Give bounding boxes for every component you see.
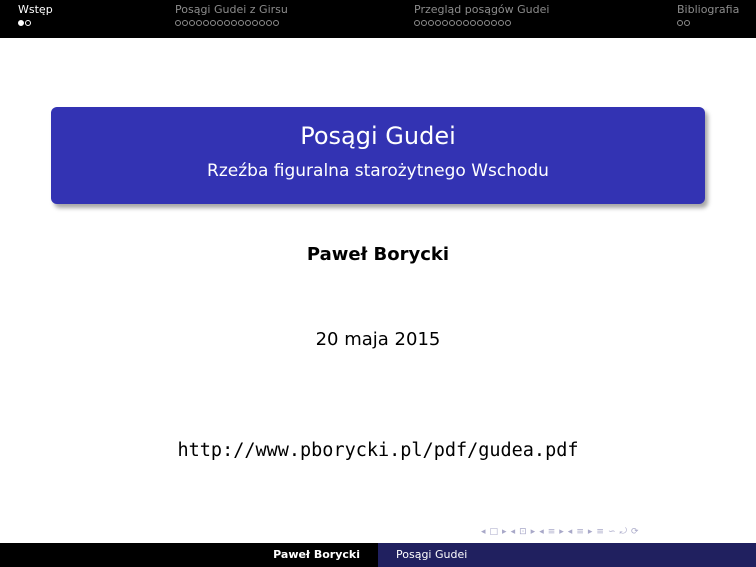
nav-symbol-6[interactable]: ◂ xyxy=(539,527,544,537)
nav-slide-dot[interactable] xyxy=(463,20,469,26)
nav-slide-dots xyxy=(677,19,739,27)
nav-slide-dot[interactable] xyxy=(224,20,230,26)
nav-slide-dot[interactable] xyxy=(196,20,202,26)
document-url[interactable]: http://www.pborycki.pl/pdf/gudea.pdf xyxy=(177,440,579,461)
nav-symbol-1[interactable]: □ xyxy=(489,527,499,537)
nav-symbol-12[interactable]: ≡ xyxy=(596,527,604,537)
presentation-subtitle: Rzeźba figuralna starożytnego Wschodu xyxy=(207,161,549,181)
nav-section-title[interactable]: Posągi Gudei z Girsu xyxy=(175,3,288,16)
nav-symbol-10[interactable]: ≡ xyxy=(576,527,584,537)
nav-section-title[interactable]: Przegląd posągów Gudei xyxy=(414,3,550,16)
nav-symbol-4[interactable]: ⊡ xyxy=(519,527,527,537)
footer-bar xyxy=(0,543,756,567)
nav-section-przeglad-posagow-gudei[interactable] xyxy=(414,3,549,27)
nav-symbol-2[interactable]: ▸ xyxy=(502,527,507,537)
nav-slide-dots xyxy=(414,19,549,27)
nav-slide-dot[interactable] xyxy=(231,20,237,26)
nav-section-title[interactable]: Wstęp xyxy=(18,3,53,16)
nav-symbol-9[interactable]: ◂ xyxy=(567,527,573,537)
nav-slide-dot[interactable] xyxy=(498,20,504,26)
nav-slide-dot[interactable] xyxy=(259,20,265,26)
nav-slide-dot[interactable] xyxy=(210,20,216,26)
nav-slide-dot[interactable] xyxy=(182,20,188,26)
nav-slide-dot[interactable] xyxy=(477,20,483,26)
nav-slide-dot[interactable] xyxy=(252,20,258,26)
nav-slide-dot[interactable] xyxy=(189,20,195,26)
nav-symbol-8[interactable]: ▸ xyxy=(559,527,564,537)
nav-symbol-11[interactable]: ▸ xyxy=(587,527,593,537)
nav-slide-dot[interactable] xyxy=(217,20,223,26)
nav-section-title[interactable]: Bibliografia xyxy=(677,3,740,16)
nav-symbol-14[interactable]: ⤾ xyxy=(619,527,627,537)
nav-slide-dots xyxy=(175,19,288,27)
section-navigation-bar xyxy=(0,0,756,38)
nav-slide-dots xyxy=(18,19,53,27)
nav-symbol-7[interactable]: ≡ xyxy=(547,527,556,537)
nav-slide-dot[interactable] xyxy=(484,20,490,26)
nav-slide-dot[interactable] xyxy=(421,20,427,26)
nav-slide-dot[interactable] xyxy=(175,20,181,26)
beamer-navigation-symbols xyxy=(481,525,643,539)
nav-symbol-13[interactable]: ∽ xyxy=(607,527,616,537)
footer-title: Posągi Gudei xyxy=(378,543,756,567)
nav-section-wstep[interactable] xyxy=(18,3,53,27)
nav-slide-dot[interactable] xyxy=(470,20,476,26)
nav-symbol-5[interactable]: ▸ xyxy=(530,527,536,537)
nav-slide-dot[interactable] xyxy=(25,20,31,26)
nav-section-posagi-gudei-z-girsu[interactable] xyxy=(175,3,288,27)
nav-section-bibliografia[interactable] xyxy=(677,3,739,27)
nav-slide-dot[interactable] xyxy=(245,20,251,26)
presentation-date: 20 maja 2015 xyxy=(315,329,441,350)
author-name: Paweł Borycki xyxy=(306,244,450,265)
nav-slide-dot[interactable] xyxy=(266,20,272,26)
nav-slide-dot[interactable] xyxy=(505,20,511,26)
nav-slide-dot[interactable] xyxy=(203,20,209,26)
nav-symbol-0[interactable]: ◂ xyxy=(481,527,486,537)
nav-slide-dot[interactable] xyxy=(238,20,244,26)
presentation-title: Posągi Gudei xyxy=(300,122,456,150)
footer-author: Paweł Borycki xyxy=(273,548,360,561)
title-block xyxy=(51,107,705,204)
nav-slide-dot[interactable] xyxy=(491,20,497,26)
nav-slide-dot[interactable] xyxy=(435,20,441,26)
nav-slide-dot[interactable] xyxy=(449,20,455,26)
nav-symbol-15[interactable]: ⟳ xyxy=(631,527,639,537)
nav-slide-dot[interactable] xyxy=(677,20,683,26)
nav-slide-dot[interactable] xyxy=(428,20,434,26)
nav-slide-dot[interactable] xyxy=(684,20,690,26)
nav-slide-dot-current[interactable] xyxy=(18,20,24,26)
nav-slide-dot[interactable] xyxy=(442,20,448,26)
nav-symbol-3[interactable]: ◂ xyxy=(510,527,516,537)
nav-slide-dot[interactable] xyxy=(414,20,420,26)
nav-slide-dot[interactable] xyxy=(273,20,279,26)
nav-slide-dot[interactable] xyxy=(456,20,462,26)
